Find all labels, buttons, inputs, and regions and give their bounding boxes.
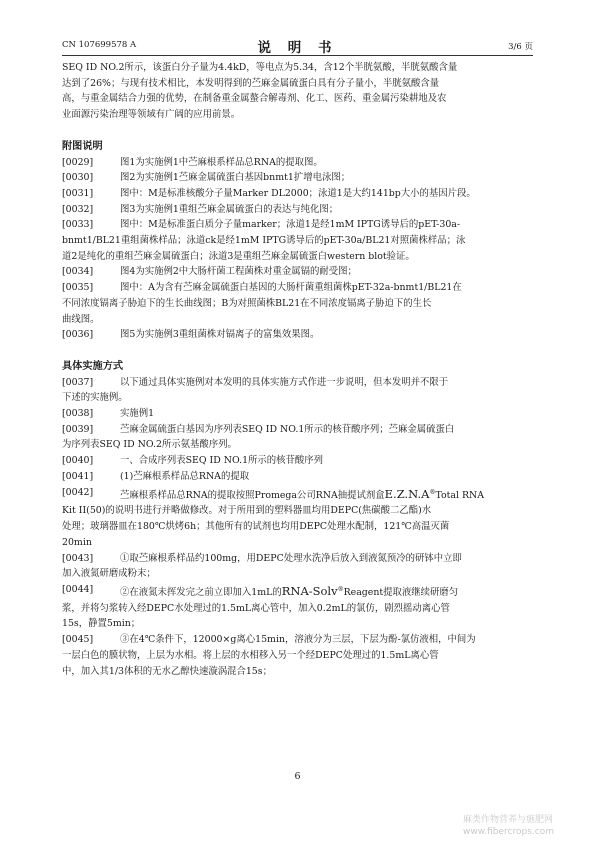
paragraph [62,217,537,233]
text-line: ③在4℃条件下，12000×g离心15min，溶液分为三层，下层为酚-氯仿液相，中间为 [120,634,476,646]
paragraph-number: [0041] [62,470,94,482]
paragraph [62,170,537,186]
paragraph-number: [0037] [62,376,94,388]
paragraph [62,582,537,601]
paragraph-number: [0036] [62,329,94,341]
text-line: 处理；玻璃器皿在180℃烘烤6h；其他所有的试剂也均用DEPC处理水配制，121℃高温灭菌 [62,521,450,533]
paragraph [62,406,537,422]
text-line: 浆，并将匀浆转入经DEPC水处理过的1.5mL离心管中，加入0.2mL的氯仿，剧烈摇动离心管 [62,602,450,614]
text-line: Kit II(50)的说明书进行并略做修改。对于所用到的塑料器皿均用DEPC(焦碳酸二乙酯)水 [62,505,432,517]
header-divider [62,55,533,56]
paragraph [62,202,537,218]
text-line: 图5为实施例3重组菌株对镉离子的富集效果图。 [120,329,320,341]
document-body [62,60,537,679]
text-line: 曲线图。 [62,313,100,325]
paragraph [62,155,537,171]
paragraph [62,469,537,485]
paragraph-number: [0045] [62,634,94,646]
registered-mark: ® [337,585,344,593]
text-line: 15s，静置5min； [62,618,141,630]
text-line: 业面源污染治理等领域有广阔的应用前景。 [62,109,241,121]
paragraph [62,375,537,391]
paragraph [62,551,537,567]
text-line: ①取苎麻根系样品约100mg，用DEPC处理水洗净后放入到液氮预冷的研钵中立即 [120,552,462,564]
text-line: 图中：M是标准核酸分子量Marker DL2000；泳道1是大约141bp大小的基因片段。 [120,187,476,199]
paragraph-number: [0031] [62,187,94,199]
paragraph-number: [0029] [62,156,94,168]
text-line: (1)苎麻根系样品总RNA的提取 [120,470,250,482]
text-line: SEQ ID NO.2所示，该蛋白分子量为4.4kD，等电点为5.34，含12个半胱氨酸，半胱氨酸含量 [62,62,458,73]
text-line: 一层白色的膜状物，上层为水相。将上层的水相移入另一个经DEPC处理过的1.5mL离心管 [62,649,439,661]
text-line: 图中：A为含有苎麻金属硫蛋白基因的大肠杆菌重组菌株pET-32a-bnmt1/BL21在 [120,282,462,294]
watermark [463,814,554,838]
paragraph-number: [0035] [62,282,94,294]
paragraph [62,632,537,648]
text-line: 图中：M是标准蛋白质分子量marker；泳道1是经1mM IPTG诱导后的pET-30a- [120,219,461,231]
text-line: 高，与重金属结合力强的优势，在制备重金属螯合解毒剂、化工、医药、重金属污染耕地及农 [62,93,447,105]
text-line: 图4为实施例2中大肠杆菌工程菌株对重金属镉的耐受图； [120,266,357,278]
text-line: 不同浓度镉离子胁迫下的生长曲线图；B为对照菌株BL21在不同浓度镉离子胁迫下的生长 [62,297,432,309]
intro-paragraph [62,60,537,123]
text-line: 下述的实施例。 [62,392,128,404]
paragraph [62,280,537,296]
text-line: 苎麻金属硫蛋白基因为序列表SEQ ID NO.1所示的核苷酸序列；苎麻金属硫蛋白 [120,423,455,435]
section-heading-figures: 附图说明 [62,139,103,152]
paragraph [62,422,537,438]
paragraph-number: [0040] [62,455,94,467]
text-line: 达到了26%；与现有技术相比，本发明得到的苎麻金属硫蛋白具有分子量小，半胱氨酸含量 [62,77,440,89]
paragraph-number: [0032] [62,203,94,215]
paragraph [62,485,537,504]
brand-name: RNA-Solv [281,584,338,599]
watermark-line: www.fibercrops.com [463,827,554,837]
text-line: 加入液氮研磨成粉末； [62,568,156,580]
paragraph-number: [0042] [62,486,94,498]
page-header [62,38,533,56]
patent-number: CN 107699578 A [62,40,137,50]
paragraph-number: [0033] [62,219,94,231]
paragraph-number: [0030] [62,172,94,184]
text-line: 道2是纯化的重组苎麻金属硫蛋白；泳道3是重组苎麻金属硫蛋白western blot验证。 [62,250,415,262]
paragraph-number: [0043] [62,552,94,564]
text-line: 以下通过具体实施例对本发明的具体实施方式作进一步说明，但本发明并不限于 [120,376,449,388]
registered-mark: ® [429,488,436,496]
text-line: 图1为实施例1中苎麻根系样品总RNA的提取图。 [120,156,323,168]
text-line: 一、合成序列表SEQ ID NO.1所示的核苷酸序列 [120,455,324,467]
text-line: 苎麻根系样品总RNA的提取按照Promega公司RNA抽提试剂盒E.Z.N.A®Total RNA [120,486,484,501]
page-indicator: 3/6 页 [508,42,533,52]
section-heading-embodiments: 具体实施方式 [62,359,124,372]
paragraph-number: [0039] [62,423,94,435]
paragraph [62,453,537,469]
document-title: 说 明 书 [257,40,338,56]
paragraph-number: [0044] [62,583,94,595]
embodiments-list [62,375,537,680]
text-line: 图3为实施例1重组苎麻金属硫蛋白的表达与纯化图； [120,203,339,215]
page-number: 6 [294,771,301,782]
paragraph [62,327,537,343]
brand-name: E.Z.N.A [384,486,430,501]
paragraph [62,264,537,280]
text-line: 中，加入其1/3体积的无水乙醇快速漩涡混合15s； [62,665,272,677]
paragraph [62,186,537,202]
text-line: 图2为实施例1苎麻金属硫蛋白基因bnmt1扩增电泳图； [120,172,351,184]
text-line: ②在液氮未挥发完之前立即加入1mL的RNA-Solv®Reagent提取液继续研磨匀 [120,584,459,599]
paragraph-number: [0034] [62,266,94,278]
watermark-line: 麻类作物营养与施肥网 [463,815,554,825]
text-line: bnmt1/BL21重组菌株样品；泳道ck是经1mM IPTG诱导后的pET-30a/BL21对照菌株样品；泳 [62,235,466,247]
paragraph-number: [0038] [62,408,94,420]
text-line: 实施例1 [120,408,155,420]
figures-list [62,155,537,343]
text-line: 20min [62,536,92,548]
text-line: 为序列表SEQ ID NO.2所示氨基酸序列。 [62,439,237,451]
